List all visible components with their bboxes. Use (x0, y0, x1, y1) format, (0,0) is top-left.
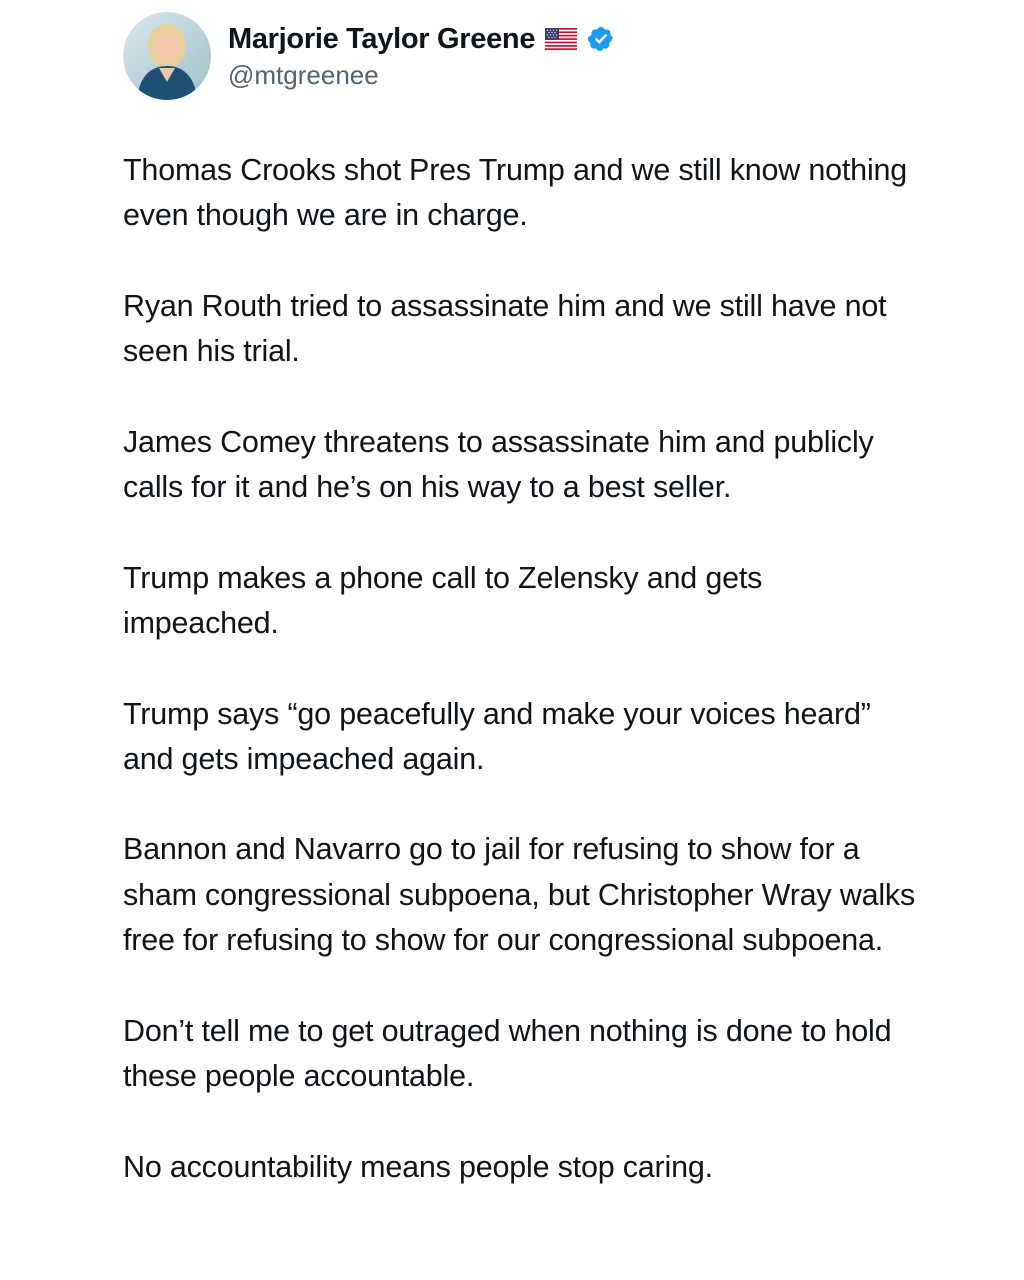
author-handle[interactable]: @mtgreenee (228, 60, 379, 90)
tweet-paragraph: No accountability means people stop caring. (123, 1149, 713, 1184)
us-flag-icon (545, 28, 577, 50)
verified-badge-icon[interactable] (587, 25, 615, 53)
name-row (228, 22, 615, 56)
tweet-paragraph: Trump makes a phone call to Zelensky and gets impeached. (123, 560, 763, 640)
avatar-photo-icon (123, 12, 211, 100)
tweet-paragraph: Bannon and Navarro go to jail for refusing to show for a sham congressional subpoena, but Christopher Wray walks free for refusing to show for our congressional subpoena. (123, 832, 916, 958)
tweet-paragraph: Thomas Crooks shot Pres Trump and we still know nothing even though we are in charge. (123, 153, 908, 233)
tweet-text (123, 148, 923, 1190)
author-name[interactable]: Marjorie Taylor Greene (228, 22, 536, 55)
author-identity (228, 12, 615, 91)
avatar[interactable] (123, 12, 211, 100)
tweet-paragraph: Ryan Routh tried to assassinate him and we still have not seen his trial. (123, 288, 887, 369)
tweet-paragraph: Trump says “go peacefully and make your voices heard” and gets impeached again. (123, 696, 871, 776)
tweet-paragraph: Don’t tell me to get outraged when nothing is done to hold these people accountable. (123, 1013, 892, 1093)
tweet-header (123, 12, 615, 102)
tweet-paragraph: James Comey threatens to assassinate him and publicly calls for it and he’s on his way to a best seller. (123, 424, 874, 505)
